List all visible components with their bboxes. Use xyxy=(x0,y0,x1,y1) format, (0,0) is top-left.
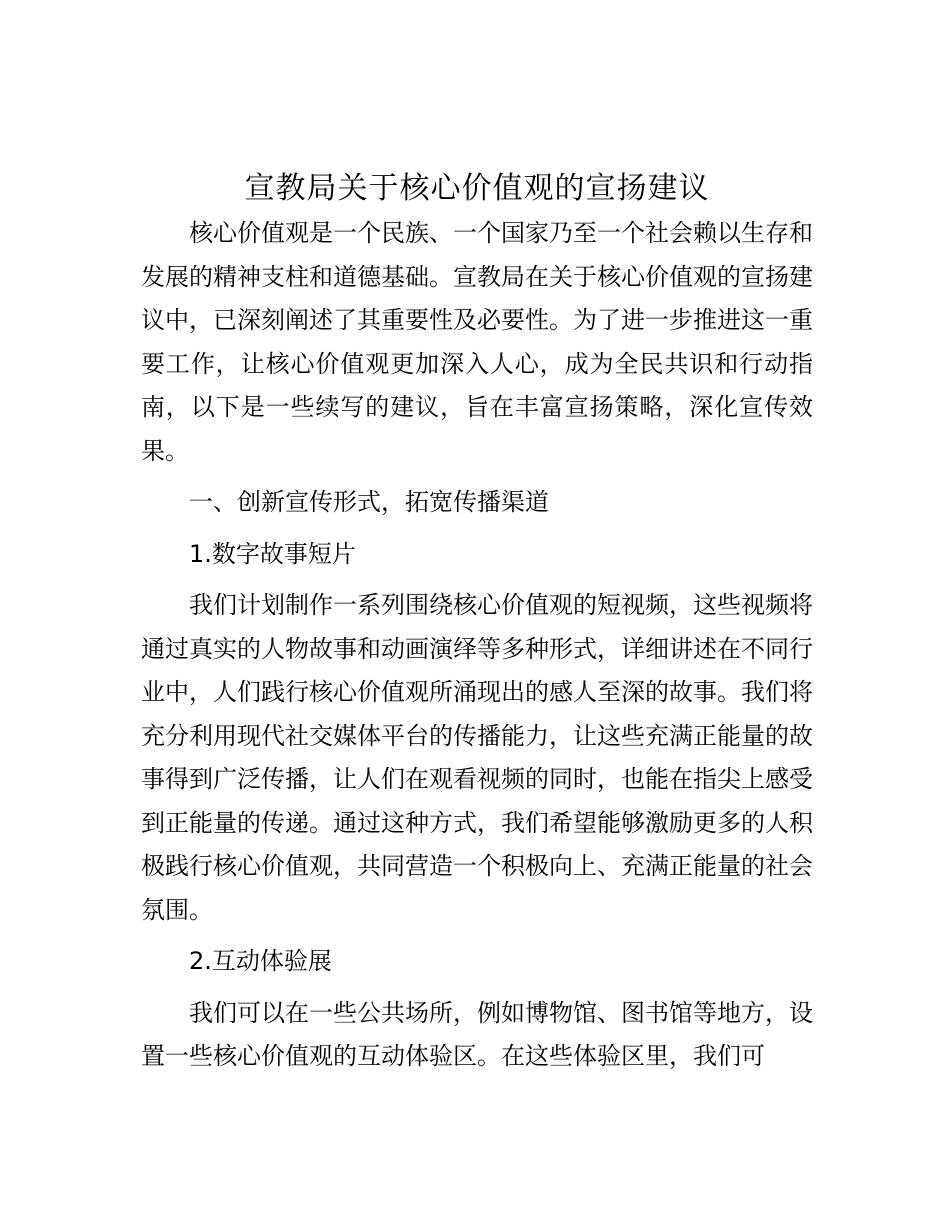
document-page xyxy=(141,166,813,1079)
subsection-body-2: 我们可以在一些公共场所，例如博物馆、图书馆等地方，设置一些核心价值观的互动体验区。在这些体验区里，我们可 xyxy=(141,998,813,1070)
subsection-body-1: 我们计划制作一系列围绕核心价值观的短视频，这些视频将通过真实的人物故事和动画演绎等多种形式，详细讲述在不同行业中，人们践行核心价值观所涌现出的感人至深的故事。我们将充分利用现代社交媒体平台的传播能力，让这些充满正能量的故事得到广泛传播，让人们在观看视频的同时，也能在指尖上感受到正能量的传递。通过这种方式，我们希望能够激励更多的人积极践行核心价值观，共同营造一个积极向上、充满正能量的社会氛围。 xyxy=(141,591,813,924)
intro-paragraph: 核心价值观是一个民族、一个国家乃至一个社会赖以生存和发展的精神支柱和道德基础。宣教局在关于核心价值观的宣扬建议中，已深刻阐述了其重要性及必要性。为了进一步推进这一重要工作，让核心价值观更加深入人心，成为全民共识和行动指南，以下是一些续写的建议，旨在丰富宣扬策略，深化宣传效果。 xyxy=(141,219,813,465)
section-heading: 一、创新宣传形式，拓宽传播渠道 xyxy=(189,488,549,516)
document-title: 宣教局关于核心价值观的宣扬建议 xyxy=(244,171,710,206)
subsection-heading-1: 1.数字故事短片 xyxy=(189,539,356,568)
subsection-heading-2: 2.互动体验展 xyxy=(189,947,332,975)
